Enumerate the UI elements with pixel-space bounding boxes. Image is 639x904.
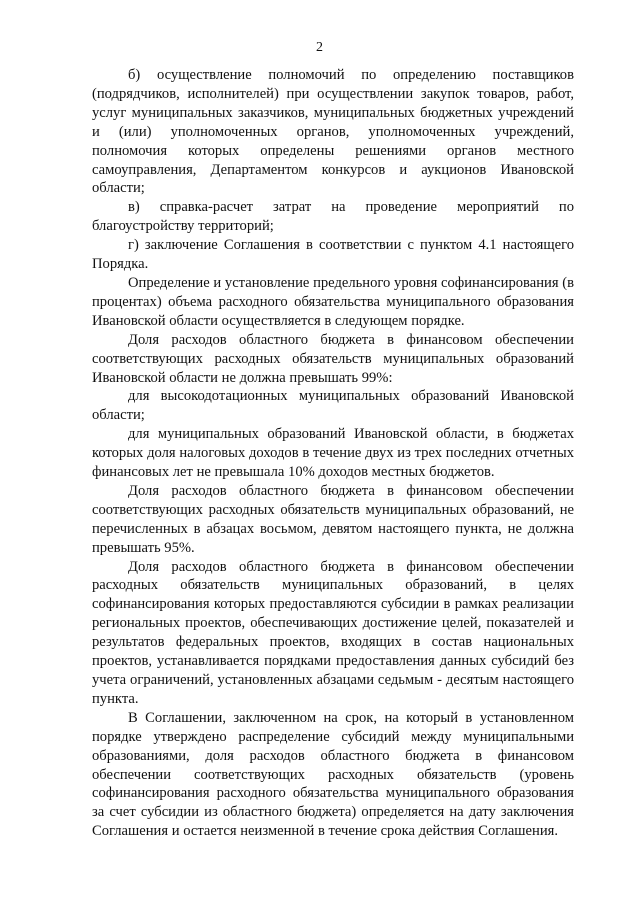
paragraph-agreement-share: В Соглашении, заключенном на срок, на который в установленном порядке утверждено распределение субсидий между муниципальными образованиями, доля расходов областного бюджета в финансовом обеспечении соответствующих расходных обязательств (уровень софинансирования расходного обязательства муниципального образования за счет субсидии из областного бюджета) определяется на дату заключения Соглашения и остается неизменной в течение срока действия Соглашения.	[92, 709, 574, 840]
paragraph-regional-projects: Доля расходов областного бюджета в финансовом обеспечении расходных обязательств муниципальных образований, в целях софинансирования которых предоставляются субсидии в рамках реализации региональных проектов, обеспечивающих достижение целей, показателей и результатов федеральных проектов, входящих в состав национальных проектов, устанавливается порядками предоставления данных субсидий без учета ограничений, установленных абзацами седьмым - десятым настоящего пункта.	[92, 558, 574, 707]
paragraph-high-subsidized: для высокодотационных муниципальных образований Ивановской области;	[92, 388, 574, 424]
paragraph-share-95: Доля расходов областного бюджета в финансовом обеспечении соответствующих расходных обязательств муниципальных образований, не перечисленных в абзацах восьмом, девятом настоящего пункта, не должна превышать 95%.	[92, 482, 574, 556]
paragraph-cofinancing-definition: Определение и установление предельного уровня софинансирования (в процентах) объема расходного обязательства муниципального образования Ивановской области осуществляется в следующем порядке.	[92, 274, 574, 329]
paragraph-item-b: б) осуществление полномочий по определению поставщиков (подрядчиков, исполнителей) при осуществлении закупок товаров, работ, услуг муниципальных заказчиков, муниципальных бюджетных учреждений и (или) уполномоченных органов, уполномоченных учреждений, полномочия которых определены решениями органов местного самоуправления, Департаментом конкурсов и аукционов Ивановской области;	[92, 67, 574, 197]
paragraph-tax-income-share: для муниципальных образований Ивановской области, в бюджетах которых доля налоговых доходов в течение двух из трех последних отчетных финансовых лет не превышала 10% доходов местных бюджетов.	[92, 426, 574, 481]
paragraph-share-99: Доля расходов областного бюджета в финансовом обеспечении соответствующих расходных обязательств муниципальных образований Ивановской области не должна превышать 99%:	[92, 331, 574, 386]
paragraph-item-g: г) заключение Соглашения в соответствии с пунктом 4.1 настоящего Порядка.	[92, 237, 574, 273]
page-number: 2	[316, 40, 323, 55]
document-body	[92, 66, 574, 841]
paragraph-item-v: в) справка-расчет затрат на проведение мероприятий по благоустройству территорий;	[92, 199, 574, 235]
